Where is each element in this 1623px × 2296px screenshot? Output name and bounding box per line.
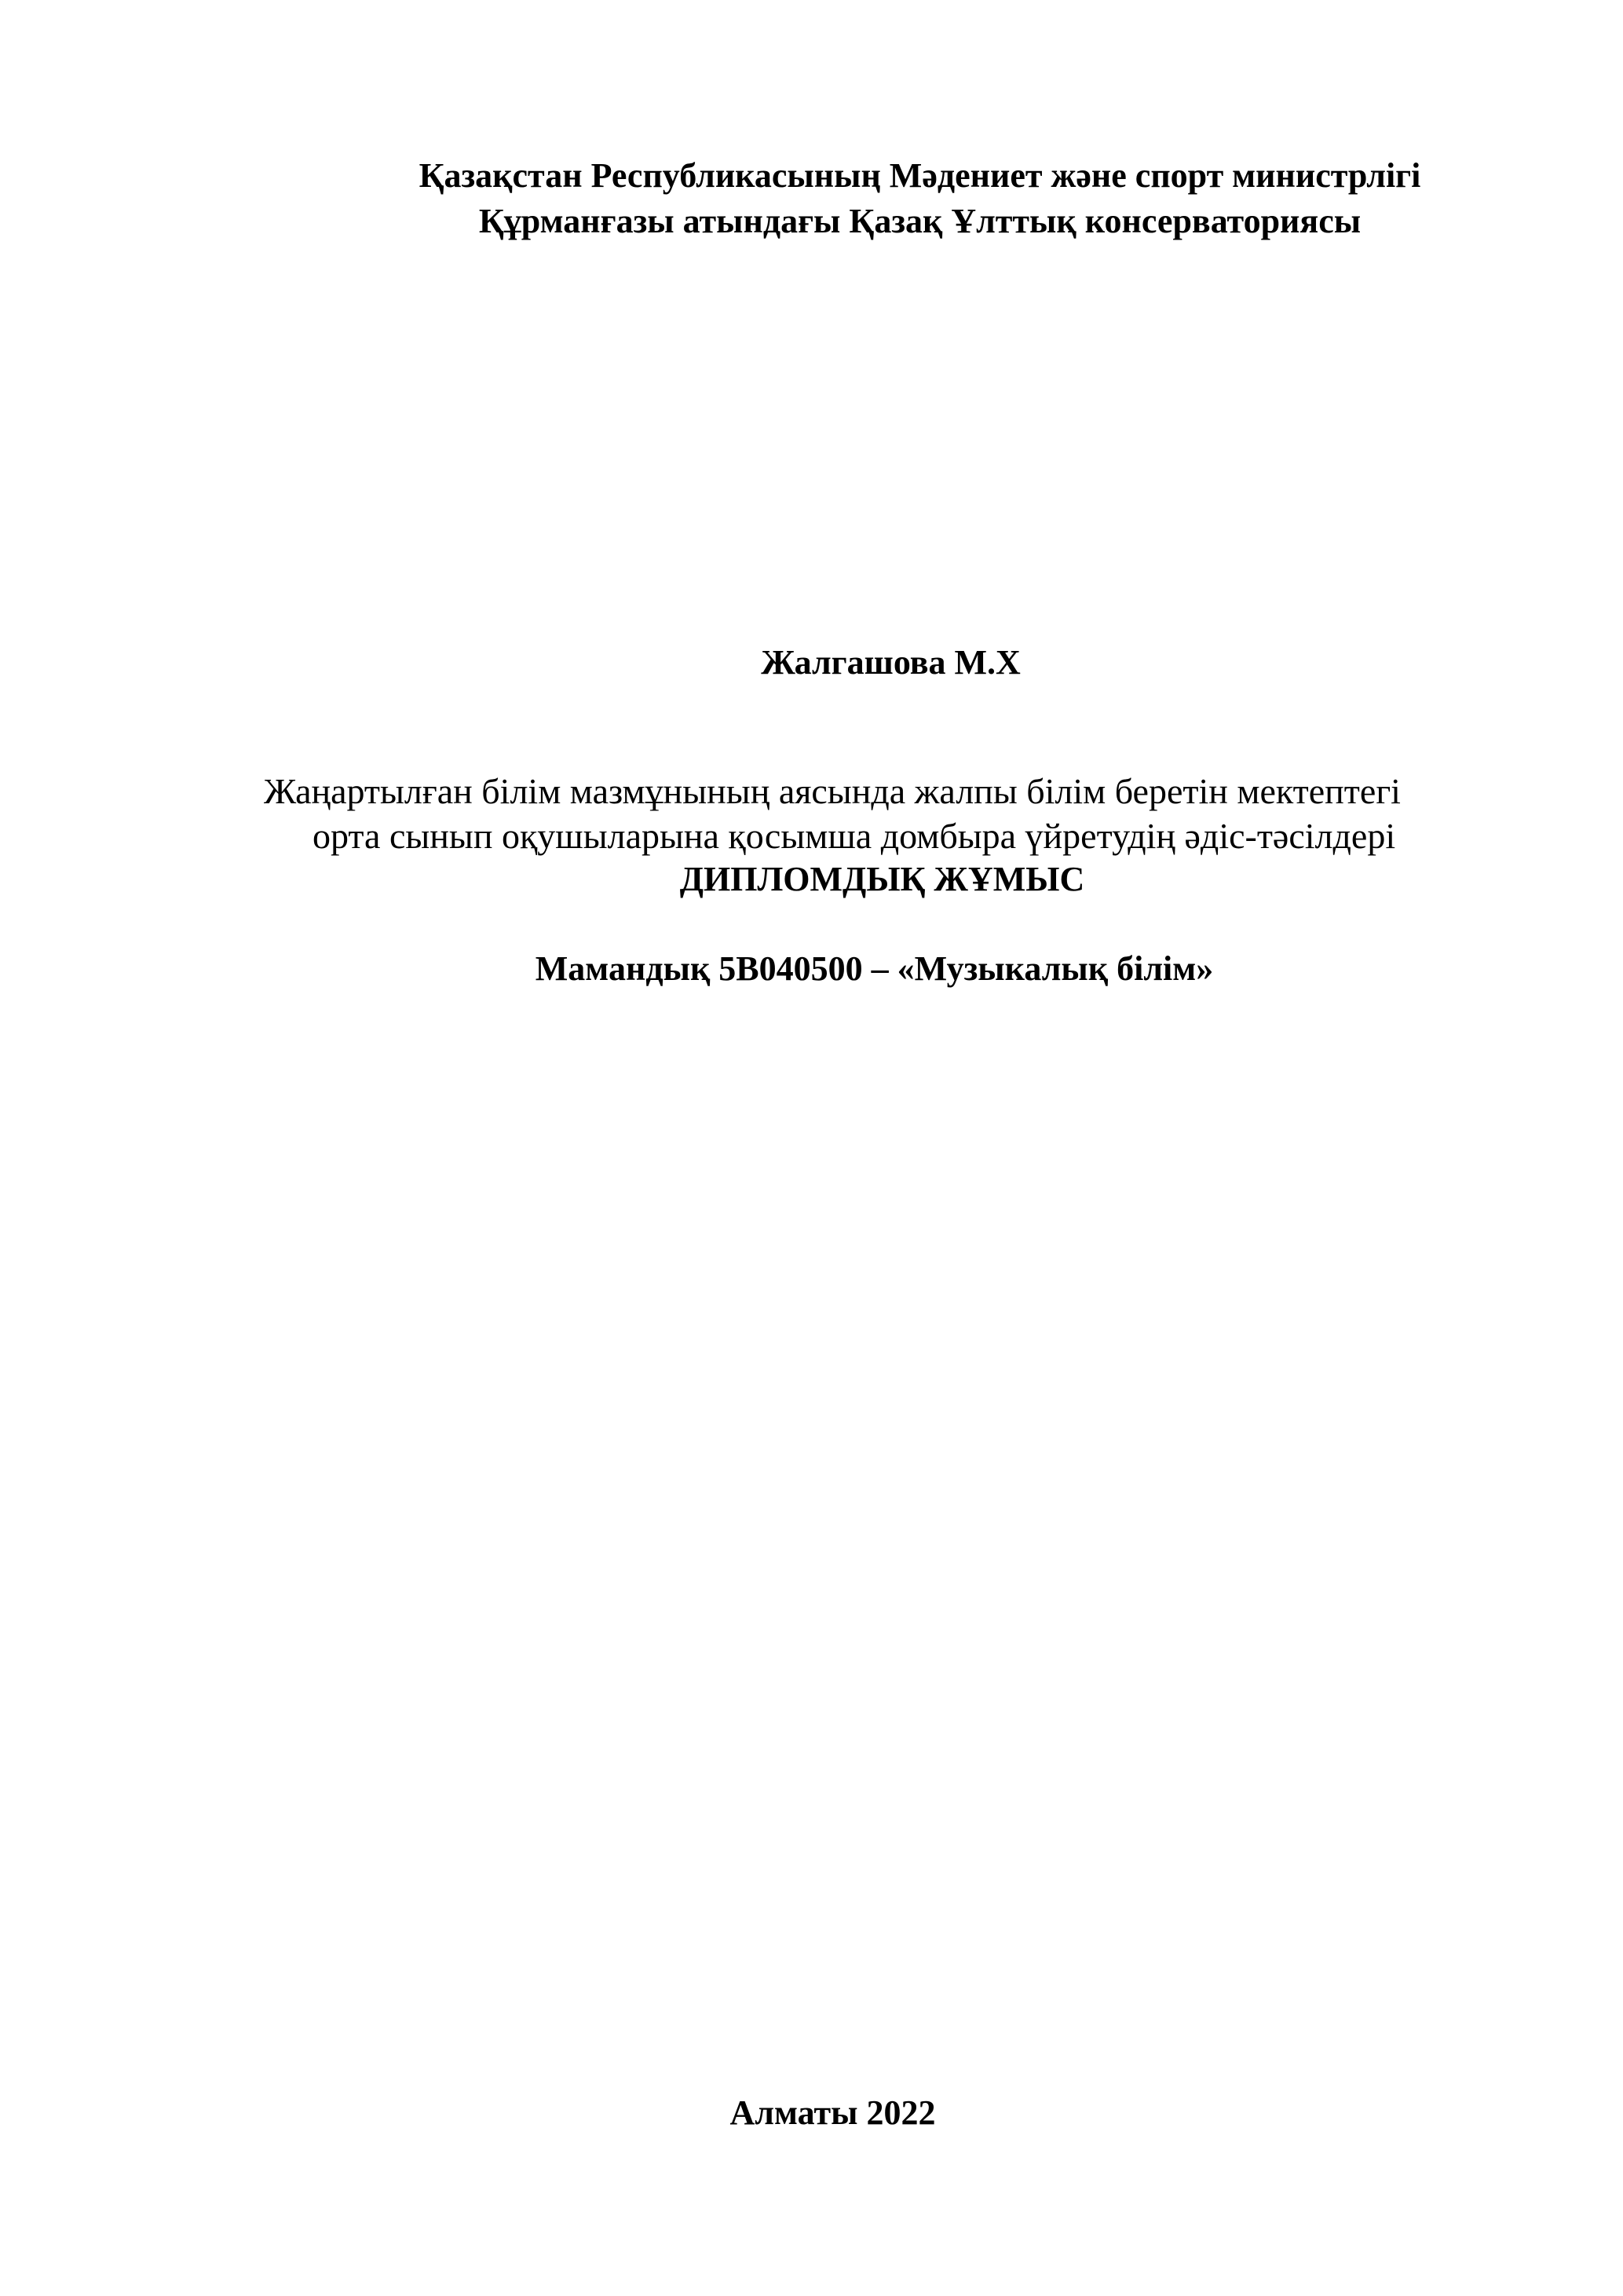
ministry-heading: Қазақстан Республикасының Мәдениет және спорт министрлігі — [419, 156, 1421, 195]
author-name: Жалгашова М.Х — [761, 643, 1021, 682]
specialty-line: Мамандық 5В040500 – «Музыкалық білім» — [535, 949, 1214, 988]
city-year: Алматы 2022 — [729, 2093, 936, 2132]
work-type-title: ДИПЛОМДЫҚ ЖҰМЫС — [679, 860, 1085, 898]
thesis-topic-line-2: орта сынып оқушыларына қосымша домбыра үйретудің әдіс-тәсілдері — [313, 816, 1396, 856]
thesis-topic-line-1: Жаңартылған білім мазмұнының аясында жалпы білім беретін мектептегі — [264, 771, 1401, 811]
conservatory-heading: Құрманғазы атындағы Қазақ Ұлттық консерваториясы — [478, 202, 1362, 240]
